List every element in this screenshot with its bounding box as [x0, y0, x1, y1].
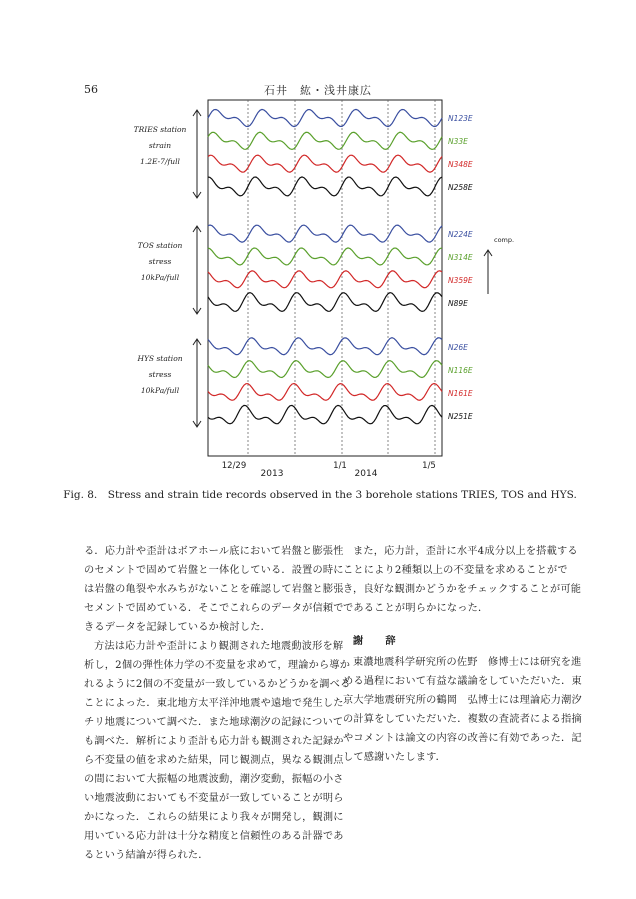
page-number: 56	[84, 83, 98, 96]
x-tick-label: 1/1	[333, 461, 347, 471]
trace-label: N26E	[448, 343, 468, 352]
station-annotation: 10kPa/full	[140, 273, 180, 282]
trace-label: N123E	[448, 114, 473, 123]
body-left-column	[84, 542, 352, 865]
station-annotation: strain	[148, 141, 172, 150]
trace-label: N348E	[448, 160, 473, 169]
running-header: 石井 紘・浅井康広	[264, 84, 372, 97]
trace-N258E	[208, 177, 442, 196]
acknowledgment-heading: 謝 辞	[353, 635, 402, 647]
body-paragraph: また，応力計，歪計に水平4成分以上を搭載することにより2種類以上の不変量を求めることができ，良好な観測かどうかをチェックすることが可能であることが明らかになった．	[343, 546, 582, 614]
trace-N224E	[208, 225, 442, 242]
body-paragraph: る．応力計や歪計はボアホール底において岩盤と膨張性のセメントで固めて岩盤と一体化している．設置の時には岩盤の亀裂や水みちがないことを確認して岩盤と膨張セメントで固めている．そこでこれらのデータが信頼できるデータを記録しているか検討した．	[84, 546, 344, 633]
tide-record-figure	[120, 98, 520, 480]
trace-label: N116E	[448, 366, 473, 375]
trace-N26E	[208, 338, 442, 355]
trace-N123E	[208, 109, 442, 126]
body-paragraph: 方法は応力計や歪計により観測された地震動波形を解析し，2個の弾性体力学の不変量を求めて，理論から導かれるように2個の不変量が一致しているかどうかを調べることによった．東北地方太平洋沖地震や遠地で発生したチリ地震について調べた．また地球潮汐の記録についても調べた．解析により歪計も応力計も観測された記録から不変量の値を求めた結果，同じ観測点，異なる観測点の間において大振幅の地震波動，潮汐変動，振幅の小さい地震波動においても不変量が一致していることが明らかになった．これらの結果により我々が開発し，観測に用いている応力計は十分な精度と信頼性のある計器であるという結論が得られた．	[84, 641, 351, 861]
trace-label: N33E	[448, 137, 468, 146]
trace-N348E	[208, 155, 442, 172]
trace-label: N89E	[448, 299, 468, 308]
year-label: 2014	[354, 469, 378, 479]
station-annotation: TOS station	[137, 241, 183, 250]
trace-label: N251E	[448, 412, 473, 421]
station-annotation: stress	[148, 257, 172, 266]
station-annotation: HYS station	[137, 354, 183, 363]
year-label: 2013	[260, 469, 284, 479]
plot-frame	[208, 100, 442, 456]
trace-N116E	[208, 361, 442, 378]
trace-label: N224E	[448, 230, 473, 239]
trace-label: N161E	[448, 389, 473, 398]
trace-label: N258E	[448, 183, 473, 192]
trace-N89E	[208, 293, 442, 312]
trace-label: N314E	[448, 253, 473, 262]
trace-label: N359E	[448, 276, 473, 285]
station-annotation: TRIES station	[133, 125, 187, 134]
station-annotation: 10kPa/full	[140, 386, 180, 395]
trace-N161E	[208, 384, 442, 401]
trace-N33E	[208, 132, 442, 149]
trace-N359E	[208, 271, 442, 288]
x-tick-label: 12/29	[221, 461, 247, 471]
trace-N251E	[208, 405, 442, 423]
station-annotation: 1.2E-7/full	[140, 157, 180, 166]
x-tick-label: 1/5	[422, 461, 436, 471]
station-annotation: stress	[148, 370, 172, 379]
trace-N314E	[208, 248, 442, 265]
acknowledgment-text: 東濃地震科学研究所の佐野 修博士には研究を進める過程において有益な議論をしていただいた．東京大学地震研究所の鶴岡 弘博士には理論応力潮汐の計算をしていただいた．複数の査読者による指摘やコメントは論文の内容の改善に有効であった．記して感謝いたします．	[343, 657, 582, 763]
comp-label: comp.	[494, 236, 515, 244]
body-right-column	[343, 542, 583, 767]
figure-caption: Fig. 8. Stress and strain tide records observed in the 3 borehole stations TRIES, TOS and HYS.	[63, 489, 577, 501]
